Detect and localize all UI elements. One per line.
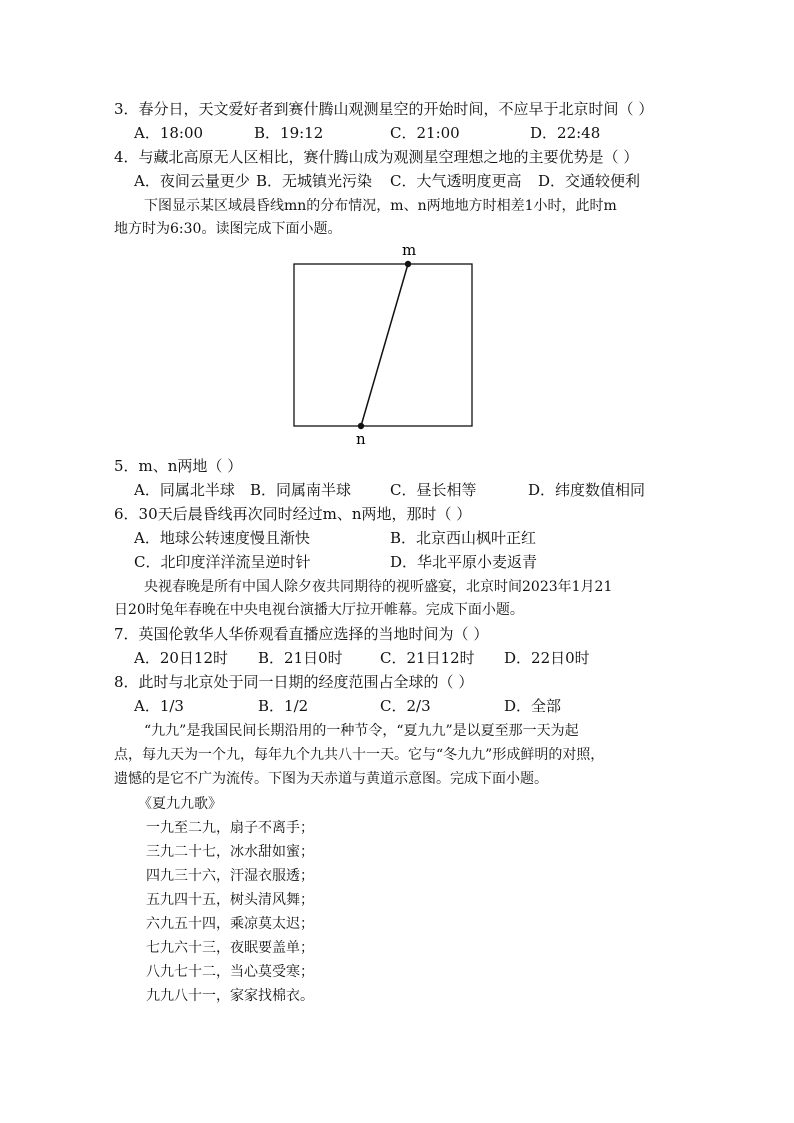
q6-option-c: C．北印度洋洋流呈逆时针 <box>134 553 311 571</box>
q3-option-b: B．19:12 <box>254 124 324 142</box>
poem-line-1: 一九至二九，扇子不离手； <box>146 820 314 836</box>
question-6-stem: 6．30天后晨昏线再次同时经过m、n两地，那时（ ） <box>114 505 472 523</box>
q6-option-d: D．华北平原小麦返青 <box>390 553 538 571</box>
q7-option-c: C．21日12时 <box>380 649 475 667</box>
passage-2-line-1: 央视春晚是所有中国人除夕夜共同期待的视听盛宴，北京时间2023年1月21 <box>144 579 613 595</box>
q5-option-c: C．昼长相等 <box>390 481 477 499</box>
q3-option-c: C．21:00 <box>390 124 460 142</box>
q8-option-b: B．1/2 <box>258 697 309 715</box>
q3-option-a: A．18:00 <box>134 124 204 142</box>
label-n: n <box>356 430 366 448</box>
poem-line-2: 三九二十七，冰水甜如蜜； <box>146 844 314 860</box>
passage-2-line-2: 日20时兔年春晚在中央电视台演播大厅拉开帷幕。完成下面小题。 <box>114 602 524 618</box>
poem-line-5: 六九五十四，乘凉莫太迟； <box>146 916 314 932</box>
poem-line-7: 八九七十二，当心莫受寒； <box>146 964 314 980</box>
point-n <box>358 423 364 429</box>
q4-option-d: D．交通较便利 <box>538 172 641 190</box>
question-3-stem: 3．春分日，天文爱好者到赛什腾山观测星空的开始时间，不应早于北京时间（ ） <box>114 100 654 118</box>
passage-1-line-1: 下图显示某区域晨昏线mn的分布情况，m、n两地地方时相差1小时，此时m <box>144 198 617 214</box>
q7-option-b: B．21日0时 <box>258 649 343 667</box>
passage-3-line-3: 遗憾的是它不广为流传。下图为天赤道与黄道示意图。完成下面小题。 <box>114 771 548 787</box>
q8-option-d: D．全部 <box>504 697 562 715</box>
q7-option-a: A．20日12时 <box>134 649 229 667</box>
label-m: m <box>402 241 417 259</box>
q6-option-a: A．地球公转速度慢且渐快 <box>134 529 310 547</box>
question-7-stem: 7．英国伦敦华人华侨观看直播应选择的当地时间为（ ） <box>114 625 489 643</box>
terminator-diagram <box>284 238 484 448</box>
q4-option-c: C．大气透明度更高 <box>390 172 522 190</box>
terminator-line-mn <box>361 264 408 426</box>
q8-option-c: C．2/3 <box>380 697 431 715</box>
passage-1-line-2: 地方时为6:30。读图完成下面小题。 <box>114 221 342 237</box>
q5-option-a: A．同属北半球 <box>134 481 235 499</box>
poem-line-6: 七九六十三，夜眠要盖单； <box>146 940 314 956</box>
q4-option-b: B．无城镇光污染 <box>256 172 373 190</box>
q6-option-b: B．北京西山枫叶正红 <box>390 529 537 547</box>
question-4-stem: 4．与藏北高原无人区相比，赛什腾山成为观测星空理想之地的主要优势是（ ） <box>114 148 639 166</box>
q5-option-d: D．纬度数值相同 <box>528 481 646 499</box>
passage-3-line-2: 点，每九天为一个九，每年九个九共八十一天。它与“冬九九”形成鲜明的对照， <box>114 747 605 763</box>
question-5-stem: 5．m、n两地（ ） <box>114 457 243 475</box>
region-frame <box>294 264 472 426</box>
passage-3-line-1: “九九”是我国民间长期沿用的一种节令，“夏九九”是以夏至那一天为起 <box>144 723 579 739</box>
q4-option-a: A．夜间云量更少 <box>134 172 250 190</box>
poem-line-3: 四九三十六，汗湿衣服透； <box>146 868 314 884</box>
poem-line-8: 九九八十一，家家找棉衣。 <box>146 988 314 1004</box>
poem-line-4: 五九四十五，树头清风舞； <box>146 892 314 908</box>
point-m <box>405 261 411 267</box>
q3-option-d: D．22:48 <box>530 124 601 142</box>
q8-option-a: A．1/3 <box>134 697 184 715</box>
q5-option-b: B．同属南半球 <box>250 481 352 499</box>
q7-option-d: D．22日0时 <box>504 649 590 667</box>
question-8-stem: 8．此时与北京处于同一日期的经度范围占全球的（ ） <box>114 673 474 691</box>
poem-title: 《夏九九歌》 <box>138 796 222 812</box>
